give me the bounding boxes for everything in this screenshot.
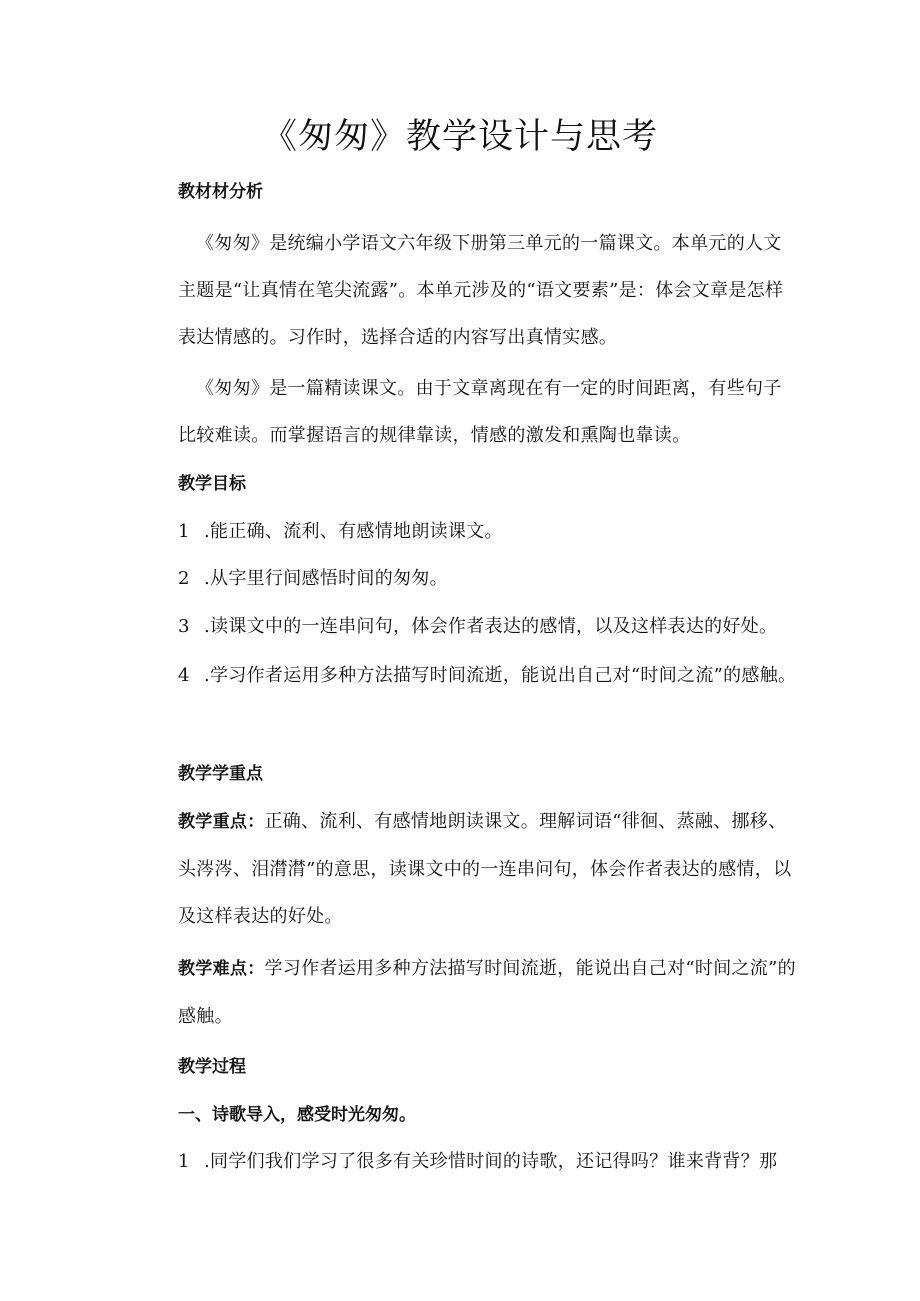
goal-item-1 — [178, 508, 798, 555]
goal-number: 1 — [178, 521, 190, 542]
key-point-label: 教学重点： — [178, 812, 265, 832]
analysis-paragraph-1: 《匆匆》是统编小学语文六年级下册第三单元的一篇课文。本单元的人文主题是“让真情在笔尖流露”。本单元涉及的“语文要素”是：体会文章是怎样表达情感的。习作时，选择合适的内容写出真情实感。 — [178, 233, 784, 348]
goal-text: .学习作者运用多种方法描写时间流逝，能说出自己对“时间之流”的感触。 — [204, 665, 797, 686]
heading-analysis: 教材材分析 — [178, 182, 263, 202]
heading-process: 教学过程 — [178, 1057, 246, 1077]
goal-text: .从字里行间感悟时间的匆匆。 — [204, 568, 448, 589]
process-text: .同学们我们学习了很多有关珍惜时间的诗歌，还记得吗？谁来背背？那 — [204, 1151, 778, 1172]
difficulty-label: 教学难点： — [178, 959, 265, 979]
heading-goals: 教学目标 — [178, 474, 246, 494]
analysis-paragraph-2: 《匆匆》是一篇精读课文。由于文章离现在有一定的时间距离，有些句子比较难读。而掌握语言的规律靠读，情感的激发和熏陶也靠读。 — [178, 378, 782, 446]
key-point-paragraph — [178, 798, 798, 940]
goal-text: .能正确、流利、有感情地朗读课文。 — [204, 521, 503, 542]
goal-text: .读课文中的一连串问句，体会作者表达的感情，以及这样表达的好处。 — [204, 616, 778, 637]
goal-item-3 — [178, 603, 798, 650]
process-number: 1 — [178, 1151, 190, 1172]
goal-item-2 — [178, 555, 798, 602]
process-item-1 — [178, 1138, 798, 1185]
heading-focus: 教学学重点 — [178, 764, 263, 784]
difficulty-paragraph — [178, 945, 798, 1040]
key-point-text: 正确、流利、有感情地朗读课文。理解词语“徘徊、蒸融、挪移、头涔涔、泪潸潸”的意思，读课文中的一连串问句，体会作者表达的感情，以及这样表达的好处。 — [178, 811, 792, 927]
page-title: 《匆匆》教学设计与思考 — [261, 117, 658, 157]
difficulty-text: 学习作者运用多种方法描写时间流逝，能说出自己对“时间之流”的感触。 — [178, 958, 796, 1027]
goal-item-4 — [178, 652, 798, 699]
goal-number: 2 — [178, 568, 190, 589]
goal-number: 3 — [178, 616, 190, 637]
process-subheading-1: 一、诗歌导入，感受时光匆匆。 — [178, 1105, 416, 1125]
goal-number: 4 — [178, 665, 190, 686]
